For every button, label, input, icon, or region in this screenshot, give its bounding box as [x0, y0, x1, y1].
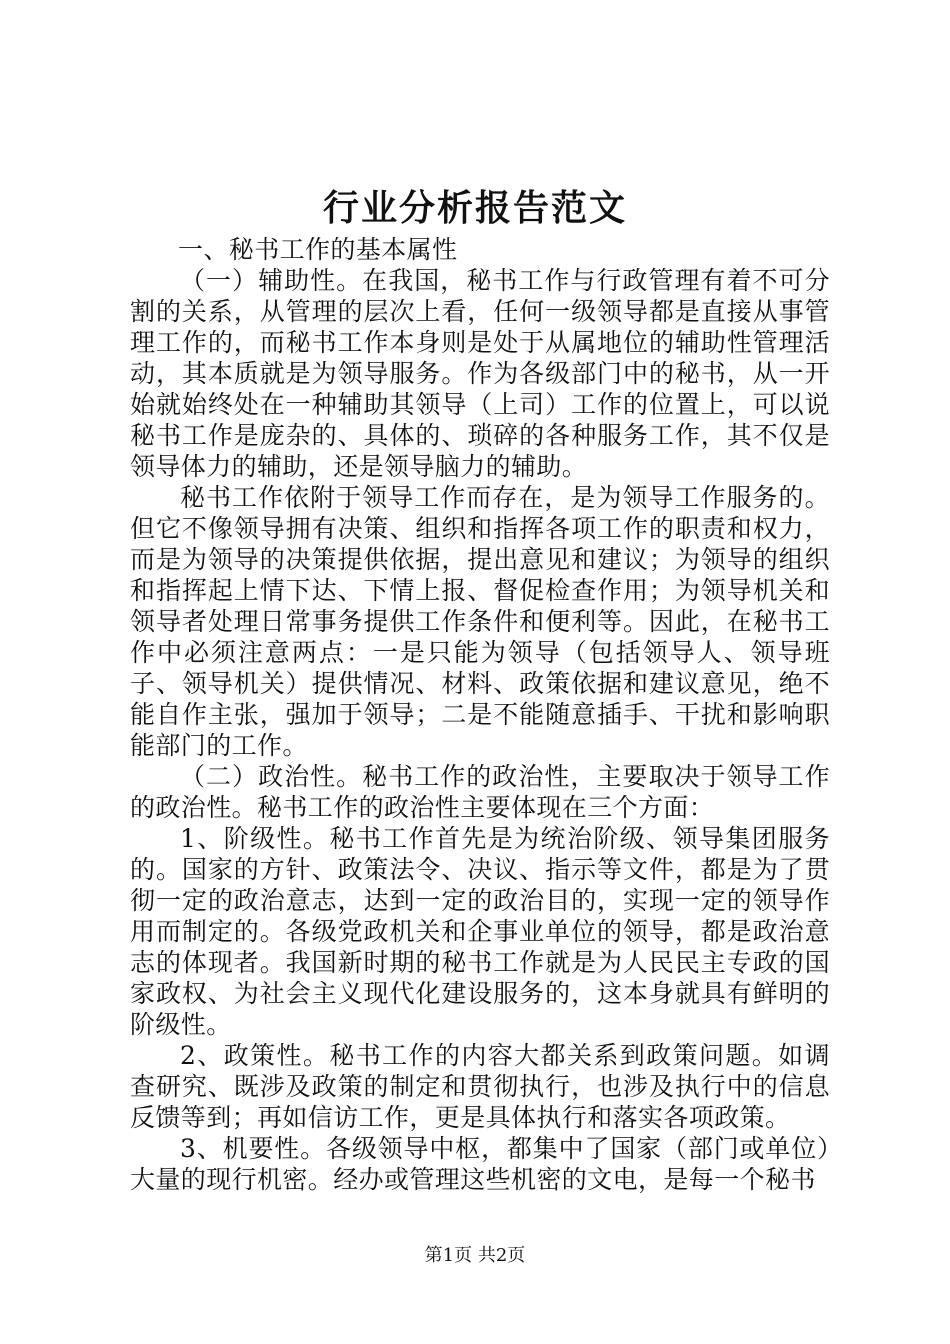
paragraph-dependency: 秘书工作依附于领导工作而存在，是为领导工作服务的。但它不像领导拥有决策、组织和指挥各项工作的职责和权力，而是为领导的决策提供依据，提出意见和建议；为领导的组织和指挥起上情下达、下情上报、督促检查作用；为领导机关和领导者处理日常事务提供工作条件和便利等。因此，在秘书工作中必须注意两点：一是只能为领导（包括领导人、领导班子、领导机关）提供情况、材料、政策依据和建议意见，绝不能自作主张，强加于领导；二是不能随意插手、干扰和影响职能部门的工作。 [130, 483, 830, 760]
paragraph-auxiliary: （一）辅助性。在我国，秘书工作与行政管理有着不可分割的关系，从管理的层次上看，任何一级领导都是直接从事管理工作的，而秘书工作本身则是处于从属地位的辅助性管理活动，其本质就是为领导服务。作为各级部门中的秘书，从一开始就始终处在一种辅助其领导（上司）工作的位置上，可以说秘书工作是庞杂的、具体的、琐碎的各种服务工作，其不仅是领导体力的辅助，还是领导脑力的辅助。 [130, 266, 830, 481]
paragraph-class-nature: 1、阶级性。秘书工作首先是为统治阶级、领导集团服务的。国家的方针、政策法令、决议、指示等文件，都是为了贯彻一定的政治意志，达到一定的政治目的，实现一定的领导作用而制定的。各级党政机关和企事业单位的领导，都是政治意志的体现者。我国新时期的秘书工作就是为人民民主专政的国家政权、为社会主义现代化建设服务的，这本身就具有鲜明的阶级性。 [130, 824, 830, 1039]
paragraph-policy-nature: 2、政策性。秘书工作的内容大都关系到政策问题。如调查研究、既涉及政策的制定和贯彻执行，也涉及执行中的信息反馈等到；再如信访工作，更是具体执行和落实各项政策。 [130, 1041, 830, 1132]
page-footer: 第1页 共2页 [424, 1245, 526, 1266]
document-title: 行业分析报告范文 [322, 187, 627, 229]
section-heading: 一、秘书工作的基本属性 [178, 235, 458, 264]
paragraph-confidentiality: 3、机要性。各级领导中枢，都集中了国家（部门或单位）大量的现行机密。经办或管理这些机密的文电，是每一个秘书 [130, 1134, 830, 1194]
paragraph-political: （二）政治性。秘书工作的政治性，主要取决于领导工作的政治性。秘书工作的政治性主要体现在三个方面： [130, 762, 830, 822]
document-body [130, 234, 830, 1195]
